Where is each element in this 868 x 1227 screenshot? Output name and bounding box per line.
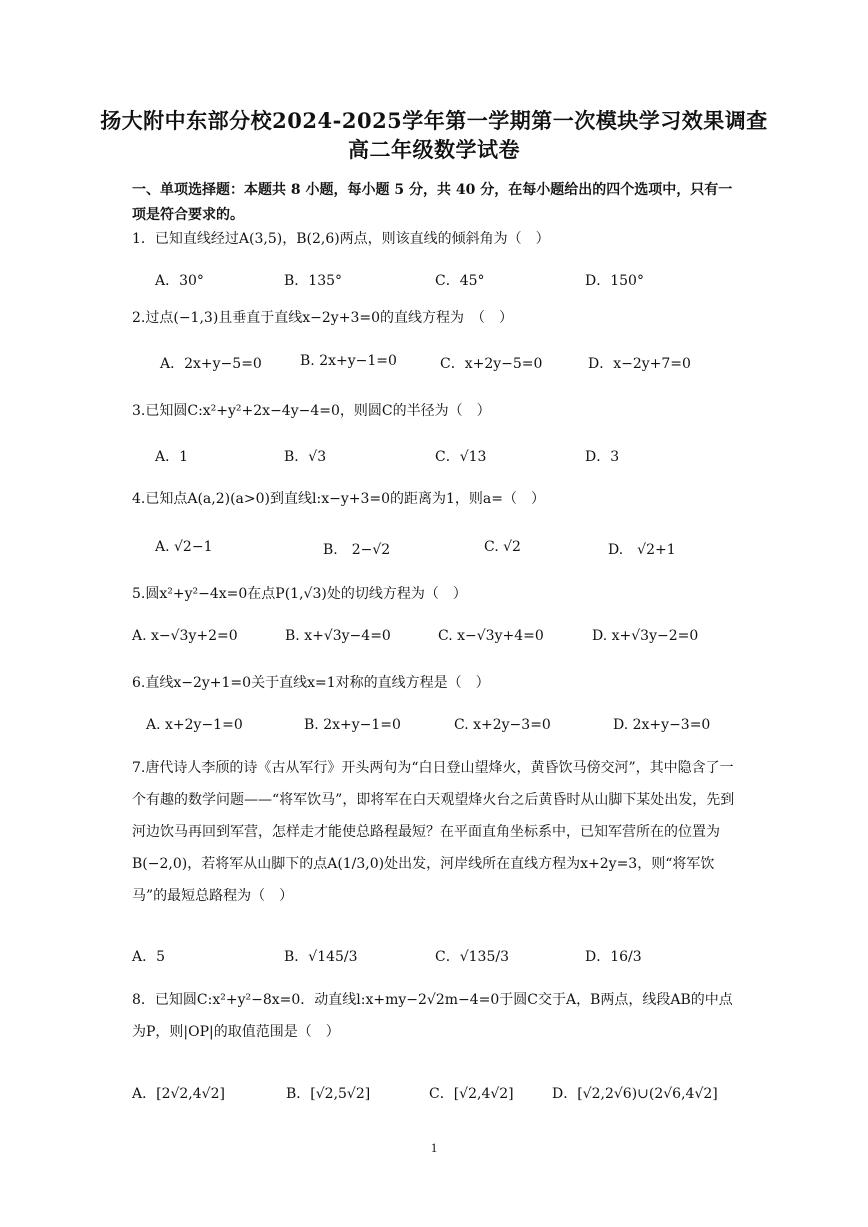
question-4-option-a: A. √2−1 [155,539,213,555]
question-2-stem: 2.过点(−1,3)且垂直于直线x−2y+3=0的直线方程为 （ ） [132,310,513,326]
exam-title: 扬大附中东部分校2024-2025学年第一学期第一次模块学习效果调查 [100,108,768,133]
question-6-option-a: A. x+2y−1=0 [146,717,243,733]
question-6-stem: 6.直线x−2y+1=0关于直线x=1对称的直线方程是（ ） [132,675,490,691]
question-6-option-c: C. x+2y−3=0 [454,717,551,733]
question-5-option-c: C. x−√3y+4=0 [438,628,544,644]
question-6-option-d: D. 2x+y−3=0 [613,717,711,733]
question-1-option-c: C．45° [435,273,485,289]
question-3-option-b: B．√3 [284,449,327,465]
question-3-stem: 3.已知圆C:x²+y²+2x−4y−4=0，则圆C的半径为（ ） [132,403,491,419]
question-3-option-d: D．3 [585,449,620,465]
question-7-option-b: B．√145/3 [284,949,358,965]
question-2-option-b: B. 2x+y−1=0 [300,353,397,369]
section-heading: 一、单项选择题：本题共 8 小题，每小题 5 分，共 40 分，在每小题给出的四个选项中，只有一项是符合要求的。 [132,182,733,223]
question-3-option-c: C．√13 [435,449,487,465]
question-2-option-c: C．x+2y−5=0 [440,356,543,372]
question-2-option-a: A．2x+y−5=0 [160,356,262,372]
question-8-option-d: D．[√2,2√6)∪(2√6,4√2] [552,1086,718,1102]
question-7-option-c: C．√135/3 [435,949,509,965]
question-1-option-a: A．30° [155,273,204,289]
question-1-option-d: D．150° [585,273,644,289]
question-3-option-a: A．1 [155,449,189,465]
question-8-option-c: C．[√2,4√2] [429,1086,514,1102]
question-2-option-d: D．x−2y+7=0 [588,356,691,372]
question-8-stem: 8．已知圆C:x²+y²−8x=0．动直线l:x+my−2√2m−4=0于圆C交于A，B两点，线段AB的中点为P，则|OP|的取值范围是（ ） [132,992,733,1040]
question-5-option-d: D. x+√3y−2=0 [592,628,699,644]
question-6-option-b: B. 2x+y−1=0 [304,717,401,733]
question-4-option-b: B. 2−√2 [323,542,391,558]
question-8-option-a: A．[2√2,4√2] [132,1086,225,1102]
question-5-stem: 5.圆x²+y²−4x=0在点P(1,√3)处的切线方程为（ ） [132,586,467,602]
question-5-option-a: A. x−√3y+2=0 [132,628,238,644]
question-7-option-a: A．5 [132,949,166,965]
question-4-option-d: D. √2+1 [608,542,676,558]
question-4-option-c: C. √2 [484,539,521,555]
exam-subtitle: 高二年级数学试卷 [348,137,520,162]
question-8-option-b: B．[√2,5√2] [286,1086,371,1102]
question-4-stem: 4.已知点A(a,2)(a>0)到直线l:x−y+3=0的距离为1，则a=（ ） [132,491,545,507]
question-1-option-b: B．135° [284,273,343,289]
page-number: 1 [430,1140,438,1155]
question-1-stem: 1．已知直线经过A(3,5)，B(2,6)两点，则该直线的倾斜角为（ ） [132,231,550,247]
question-7-stem: 7.唐代诗人李颀的诗《古从军行》开头两句为“白日登山望烽火，黄昏饮马傍交河”，其中隐含了一个有趣的数学问题——“将军饮马”，即将军在白天观望烽火台之后黄昏时从山脚下某处出发，先到河边饮马再回到军营，怎样走才能使总路程最短？在平面直角坐标系中，已知军营所在的位置为B(−2,0)，若将军从山脚下的点A(1/3,0)处出发，河岸线所在直线方程为x+2y=3，则“将军饮马”的最短总路程为（ ） [132,760,735,904]
question-7-option-d: D．16/3 [585,949,642,965]
question-5-option-b: B. x+√3y−4=0 [285,628,391,644]
